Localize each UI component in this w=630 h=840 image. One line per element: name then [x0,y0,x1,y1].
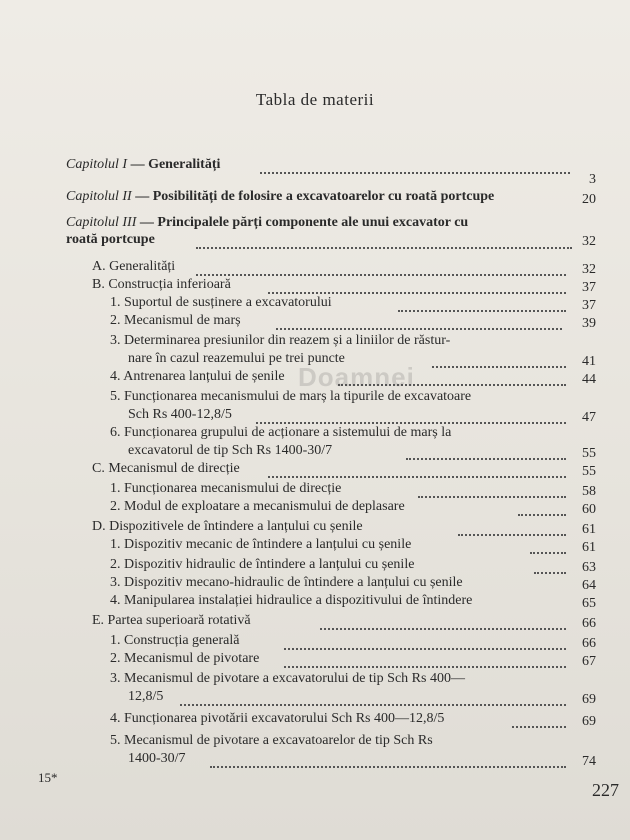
toc-entry [66,188,494,206]
leader-dots [518,512,566,516]
toc-entry: 4. Funcționarea pivotării excavatorului Sch Rs 400—12,8/5 [110,711,445,726]
entry-continuation: 12,8/5 [128,689,164,704]
page-ref: 20 [582,192,596,207]
chapter-label: Capitolul III [66,215,137,230]
page-ref: 37 [582,280,596,295]
toc-entry: D. Dispozitivele de întindere a lanțului cu șenile [92,519,363,534]
signature-mark: 15* [38,770,58,785]
page-ref: 64 [582,578,596,593]
chapter-label: Capitolul I [66,157,128,172]
page-ref: 74 [582,754,596,769]
page-ref: 55 [582,446,596,461]
entry-continuation: roată portcupe [66,232,155,247]
leader-dots [180,702,566,706]
leader-dots [284,664,566,668]
page-ref: 3 [589,172,596,187]
page-ref: 37 [582,298,596,313]
toc-entry: 4. Manipularea instalației hidraulice a dispozitivului de întindere [110,593,473,608]
page-title: Tabla de materii [255,90,375,109]
page-ref: 39 [582,316,596,331]
leader-dots [398,308,566,312]
toc-entry: B. Construcția inferioară [92,277,231,292]
toc-entry: 3. Dispozitiv mecano-hidraulic de întindere a lanțului cu șenile [110,575,463,590]
toc-entry: 5. Funcționarea mecanismului de marș la tipurile de excavatoare [110,389,472,404]
page-ref: 63 [582,560,596,575]
page-ref: 65 [582,596,596,611]
leader-dots [512,724,566,728]
toc-entry: 1. Funcționarea mecanismului de direcție [110,481,342,496]
toc-entry: 2. Mecanismul de marș [110,313,241,328]
page-ref: 61 [582,540,596,555]
toc-entry [66,156,220,174]
page-ref: 32 [582,234,596,249]
leader-dots [406,456,566,460]
toc-entry: 3. Determinarea presiunilor din reazem și a liniilor de răstur- [110,333,451,348]
page-number: 227 [592,780,619,800]
toc-entry: E. Partea superioară rotativă [92,613,251,628]
leader-dots [432,364,566,368]
page-ref: 61 [582,522,596,537]
entry-continuation: 1400-30/7 [128,751,186,766]
leader-dots [268,474,566,478]
page-ref: 60 [582,502,596,517]
page-ref: 55 [582,464,596,479]
entry-text: — Generalități [127,157,221,172]
toc-entry: 2. Mecanismul de pivotare [110,651,260,666]
leader-dots [458,532,566,536]
leader-dots [196,245,572,249]
toc-entry: 2. Dispozitiv hidraulic de întindere a lanțului cu șenile [110,557,415,572]
page-ref: 47 [582,410,596,425]
leader-dots [418,494,566,498]
toc-entry: 5. Mecanismul de pivotare a excavatoarelor de tip Sch Rs [110,733,433,748]
page-ref: 66 [582,616,596,631]
page-ref: 69 [582,692,596,707]
watermark-logo: Doamnei [298,362,415,392]
entry-text: — Principalele părți componente ale unui excavator cu [136,215,469,230]
entry-continuation: nare în cazul reazemului pe trei puncte [128,351,345,366]
page-ref: 44 [582,372,596,387]
leader-dots [210,764,566,768]
toc-entry [66,214,468,232]
entry-continuation: Sch Rs 400-12,8/5 [128,407,232,422]
entry-continuation: excavatorul de tip Sch Rs 1400-30/7 [128,443,333,458]
entry-text: — Posibilități de folosire a excavatoarelor cu roată portcupe [131,189,495,204]
toc-entry: 1. Suportul de susținere a excavatorului [110,295,332,310]
page-ref: 66 [582,636,596,651]
chapter-label: Capitolul II [66,189,132,204]
toc-entry: 4. Antrenarea lanțului de șenile [110,369,285,384]
toc-entry: 6. Funcționarea grupului de acționare a sistemului de marș la [110,425,452,440]
page-ref: 58 [582,484,596,499]
leader-dots [260,170,570,174]
page-ref: 41 [582,354,596,369]
page-ref: 69 [582,714,596,729]
page-ref: 32 [582,262,596,277]
leader-dots [284,646,566,650]
toc-entry: A. Generalități [92,259,176,274]
page-ref: 67 [582,654,596,669]
leader-dots [276,326,562,330]
toc-entry: 1. Dispozitiv mecanic de întindere a lanțului cu șenile [110,537,412,552]
toc-entry: 2. Modul de exploatare a mecanismului de deplasare [110,499,405,514]
toc-entry: 1. Construcția generală [110,633,240,648]
leader-dots [196,272,566,276]
toc-entry: C. Mecanismul de direcție [92,461,240,476]
toc-entry: 3. Mecanismul de pivotare a excavatorului de tip Sch Rs 400— [110,671,465,686]
leader-dots [320,626,566,630]
